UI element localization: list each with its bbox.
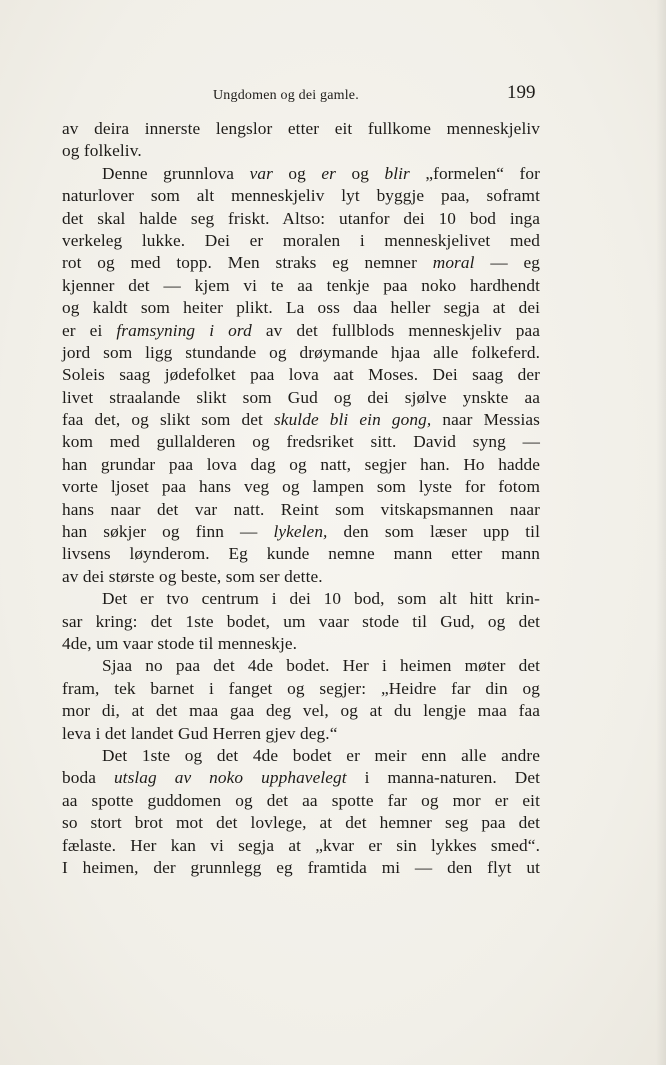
text-line: fram, tek barnet i fanget og segjer: „Heidre far din og — [62, 678, 540, 698]
italic-phrase: var — [249, 163, 273, 183]
text-line: leva i det landet Gud Herren gjev deg.“ — [62, 723, 338, 743]
text-line: og kaldt som heiter plikt. La oss daa heller segja at dei — [62, 298, 540, 318]
text-line: verkeleg lukke. Dei er moralen i menneskjelivet med — [62, 230, 540, 250]
text-line: Soleis saag jødefolket paa lova aat Moses. Dei saag der — [62, 365, 540, 385]
text-segment: rot og med topp. Men straks eg nemner — [62, 253, 433, 273]
text-line: so stort brot mot det lovlege, at det hemner seg paa det — [62, 813, 540, 833]
text-segment: og — [335, 163, 385, 183]
text-line — [62, 521, 540, 543]
text-line — [62, 409, 540, 431]
body-text — [62, 118, 540, 879]
text-segment: av det fullblods menneskjeliv paa — [251, 320, 540, 340]
italic-phrase: moral — [432, 253, 475, 273]
text-line: hans naar det var natt. Reint som vitskapsmannen naar — [62, 499, 540, 519]
italic-phrase: utslag av noko upphavelegt — [113, 768, 347, 788]
text-line: kjenner det — kjem vi te aa tenkje paa noko hardhendt — [62, 275, 540, 295]
text-line — [62, 320, 540, 342]
text-line: livsens løynderom. Eg kunde nemne mann etter mann — [62, 544, 540, 564]
text-line: det skal halde seg friskt. Altso: utanfor dei 10 bod inga — [62, 208, 540, 228]
text-line: vorte ljoset paa hans veg og lampen som lyste for fotom — [62, 477, 540, 497]
text-line — [62, 767, 540, 789]
text-line: fælaste. Her kan vi segja at „kvar er sin lykkes smed“. — [62, 835, 540, 855]
text-line: mor di, at det maa gaa deg vel, og at du lengje maa faa — [62, 701, 540, 721]
running-title: Ungdomen og dei gamle. — [213, 88, 359, 103]
text-line: Det er tvo centrum i dei 10 bod, som alt hitt krin- — [102, 589, 540, 609]
text-line: av deira innerste lengslor etter eit fullkome menneskjeliv — [62, 119, 540, 138]
text-line: av dei største og beste, som ser dette. — [62, 566, 323, 586]
text-line: og folkeliv. — [62, 141, 142, 161]
text-line: aa spotte guddomen og det aa spotte far og mor er eit — [62, 790, 540, 810]
text-segment: Denne grunnlova — [102, 163, 250, 183]
text-line: naturlover som alt menneskjeliv lyt byggje paa, soframt — [62, 186, 540, 206]
text-line: 4de, um vaar stode til menneskje. — [62, 633, 298, 653]
text-line: Sjaa no paa det 4de bodet. Her i heimen møter det — [102, 656, 540, 676]
page-number: 199 — [507, 82, 536, 103]
text-line — [62, 252, 540, 274]
text-segment: naar Messias — [431, 410, 540, 430]
text-line: han grundar paa lova dag og natt, segjer han. Ho hadde — [62, 454, 540, 474]
text-segment: i manna-naturen. Det — [346, 768, 540, 788]
text-line: jord som ligg stundande og drøymande hjaa alle folkeferd. — [62, 342, 540, 362]
text-segment: og — [272, 163, 322, 183]
text-segment: — eg — [474, 253, 541, 273]
text-segment: han søkjer og finn — — [62, 522, 274, 542]
page-edge-shadow — [656, 0, 666, 1065]
italic-phrase: er — [321, 163, 336, 183]
text-line: sar kring: det 1ste bodet, um vaar stode til Gud, og det — [62, 611, 540, 631]
text-segment: faa det, og slikt som det — [62, 410, 274, 430]
text-line — [62, 163, 540, 185]
text-segment: er ei — [62, 320, 117, 340]
text-segment: den som læser upp til — [327, 522, 540, 542]
text-line: Det 1ste og det 4de bodet er meir enn alle andre — [102, 745, 540, 765]
text-line: I heimen, der grunnlegg eg framtida mi — den flyt ut — [62, 857, 540, 877]
italic-phrase: blir — [384, 163, 410, 183]
italic-phrase: framsyning i ord — [116, 320, 252, 340]
text-line: livet straalande slikt som Gud og dei sjølve ynskte aa — [62, 387, 540, 407]
text-line: kom med gullalderen og fredsriket sitt. David syng — — [62, 432, 540, 452]
italic-phrase: lykelen, — [273, 522, 328, 542]
italic-phrase: skulde bli ein gong, — [273, 410, 432, 430]
text-segment: „formelen“ for — [409, 163, 540, 183]
page-header — [0, 82, 666, 106]
text-segment: boda — [62, 768, 114, 788]
